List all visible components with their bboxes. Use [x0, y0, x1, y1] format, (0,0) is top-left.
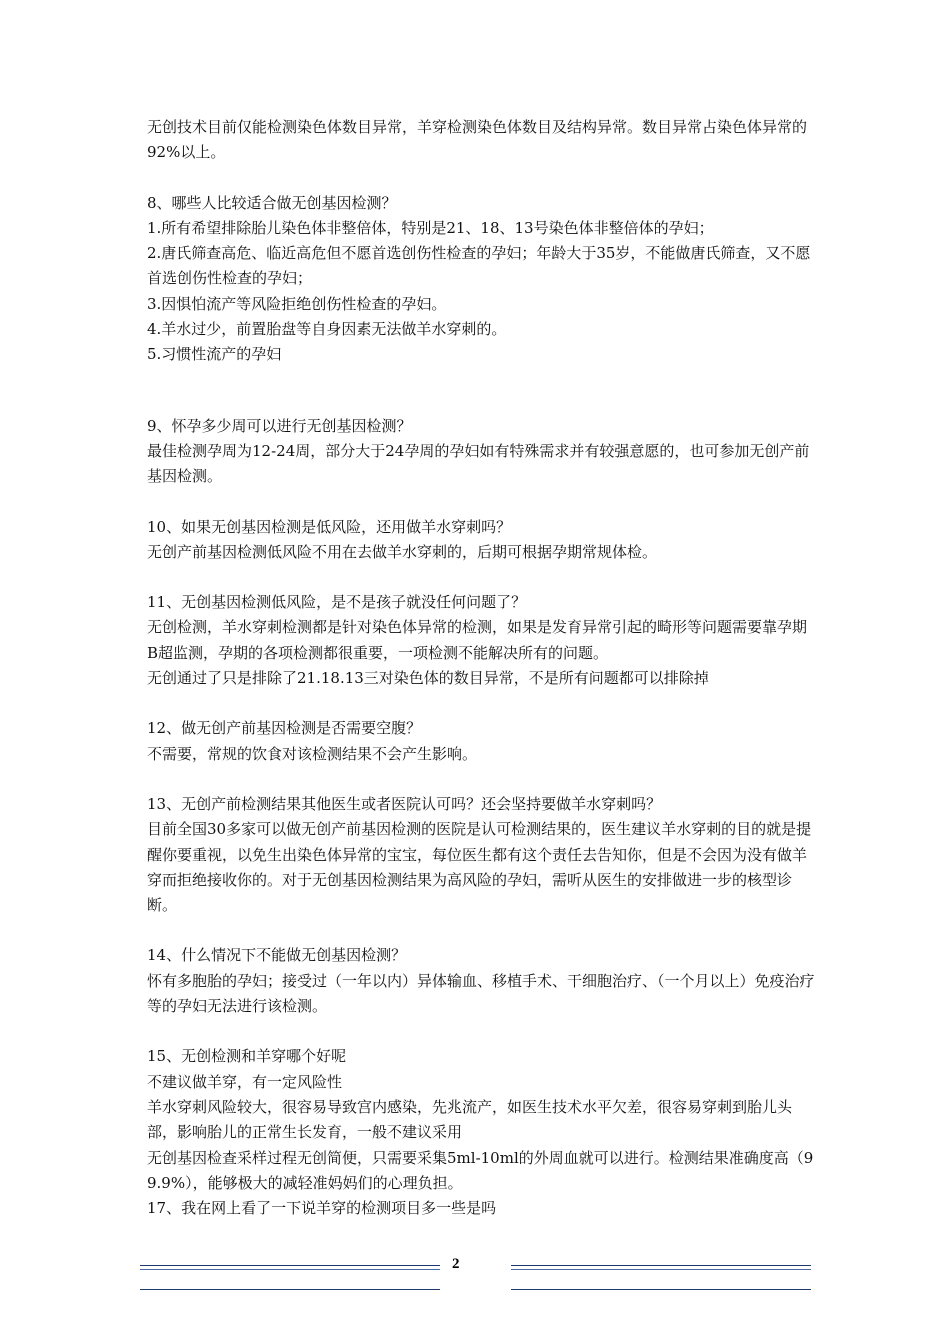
question-heading: 8、哪些人比较适合做无创基因检测？ [147, 193, 397, 212]
paragraph: 无创产前基因检测低风险不用在去做羊水穿刺的，后期可根据孕期常规体检。 [147, 542, 658, 561]
paragraph: 不建议做羊穿，有一定风险性 [147, 1072, 343, 1091]
paragraph: 4.羊水过少，前置胎盘等自身因素无法做羊水穿刺的。 [147, 320, 507, 339]
question-heading: 17、我在网上看了一下说羊穿的检测项目多一些是吗 [147, 1199, 497, 1218]
paragraph: 不需要，常规的饮食对该检测结果不会产生影响。 [147, 744, 478, 763]
question-heading: 13、无创产前检测结果其他医生或者医院认可吗？还会坚持要做羊水穿刺吗？ [147, 794, 662, 813]
page-number: 2 [452, 1256, 460, 1272]
paragraph: 怀有多胞胎的孕妇；接受过（一年以内）异体输血、移植手术、干细胞治疗、（一个月以上）免疫治疗等的孕妇无法进行该检测。 [147, 971, 815, 1016]
paragraph: 无创通过了只是排除了21.18.13三对染色体的数目异常，不是所有问题都可以排除掉 [147, 669, 709, 688]
paragraph: 无创检测，羊水穿刺检测都是针对染色体异常的检测，如果是发育异常引起的畸形等问题需要靠孕期B超监测，孕期的各项检测都很重要，一项检测不能解决所有的问题。 [147, 618, 808, 662]
paragraph: 羊水穿刺风险较大，很容易导致宫内感染，先兆流产，如医生技术水平欠差，很容易穿刺到胎儿头部，影响胎儿的正常生长发育，一般不建议采用 [147, 1097, 793, 1142]
footer-rule-left [140, 1265, 440, 1266]
paragraph: 5.习惯性流产的孕妇 [147, 345, 282, 364]
footer-rule-left-bottom [140, 1289, 440, 1290]
question-heading: 10、如果无创基因检测是低风险，还用做羊水穿刺吗？ [147, 517, 512, 536]
question-heading: 15、无创检测和羊穿哪个好呢 [147, 1047, 347, 1066]
question-heading: 12、做无创产前基因检测是否需要空腹？ [147, 719, 422, 738]
footer-rule-left-thin [140, 1269, 440, 1270]
footer-rule-right [511, 1265, 811, 1266]
paragraph: 2.唐氏筛查高危、临近高危但不愿首选创伤性检查的孕妇；年龄大于35岁，不能做唐氏筛查，又不愿首选创伤性检查的孕妇； [147, 244, 811, 288]
paragraph: 目前全国30多家可以做无创产前基因检测的医院是认可检测结果的，医生建议羊水穿刺的目的就是提醒你要重视，以免生出染色体异常的宝宝，每位医生都有这个责任去告知你，但是不会因为没有做羊穿而拒绝接收你的。对于无创基因检测结果为高风险的孕妇，需听从医生的安排做进一步的核型诊断。 [147, 820, 812, 915]
footer-rule-right-bottom [511, 1289, 811, 1290]
paragraph: 无创技术目前仅能检测染色体数目异常，羊穿检测染色体数目及结构异常。数目异常占染色体异常的92%以上。 [147, 118, 808, 162]
paragraph: 无创基因检查采样过程无创简便，只需要采集5ml-10ml的外周血就可以进行。检测结果准确度高（99.9%），能够极大的减轻准妈妈们的心理负担。 [147, 1148, 814, 1192]
paragraph: 最佳检测孕周为12-24周，部分大于24孕周的孕妇如有特殊需求并有较强意愿的，也可参加无创产前基因检测。 [147, 441, 810, 486]
footer-rule-right-thin [511, 1269, 811, 1270]
question-heading: 9、怀孕多少周可以进行无创基因检测？ [147, 416, 412, 435]
page-footer [0, 1248, 950, 1298]
paragraph: 3.因惧怕流产等风险拒绝创伤性检查的孕妇。 [147, 294, 447, 313]
question-heading: 11、无创基因检测低风险，是不是孩子就没任何问题了？ [147, 593, 527, 612]
document-body [147, 115, 815, 1221]
question-heading: 14、什么情况下不能做无创基因检测？ [147, 946, 407, 965]
paragraph: 1.所有希望排除胎儿染色体非整倍体，特别是21、18、13号染色体非整倍体的孕妇； [147, 218, 714, 237]
